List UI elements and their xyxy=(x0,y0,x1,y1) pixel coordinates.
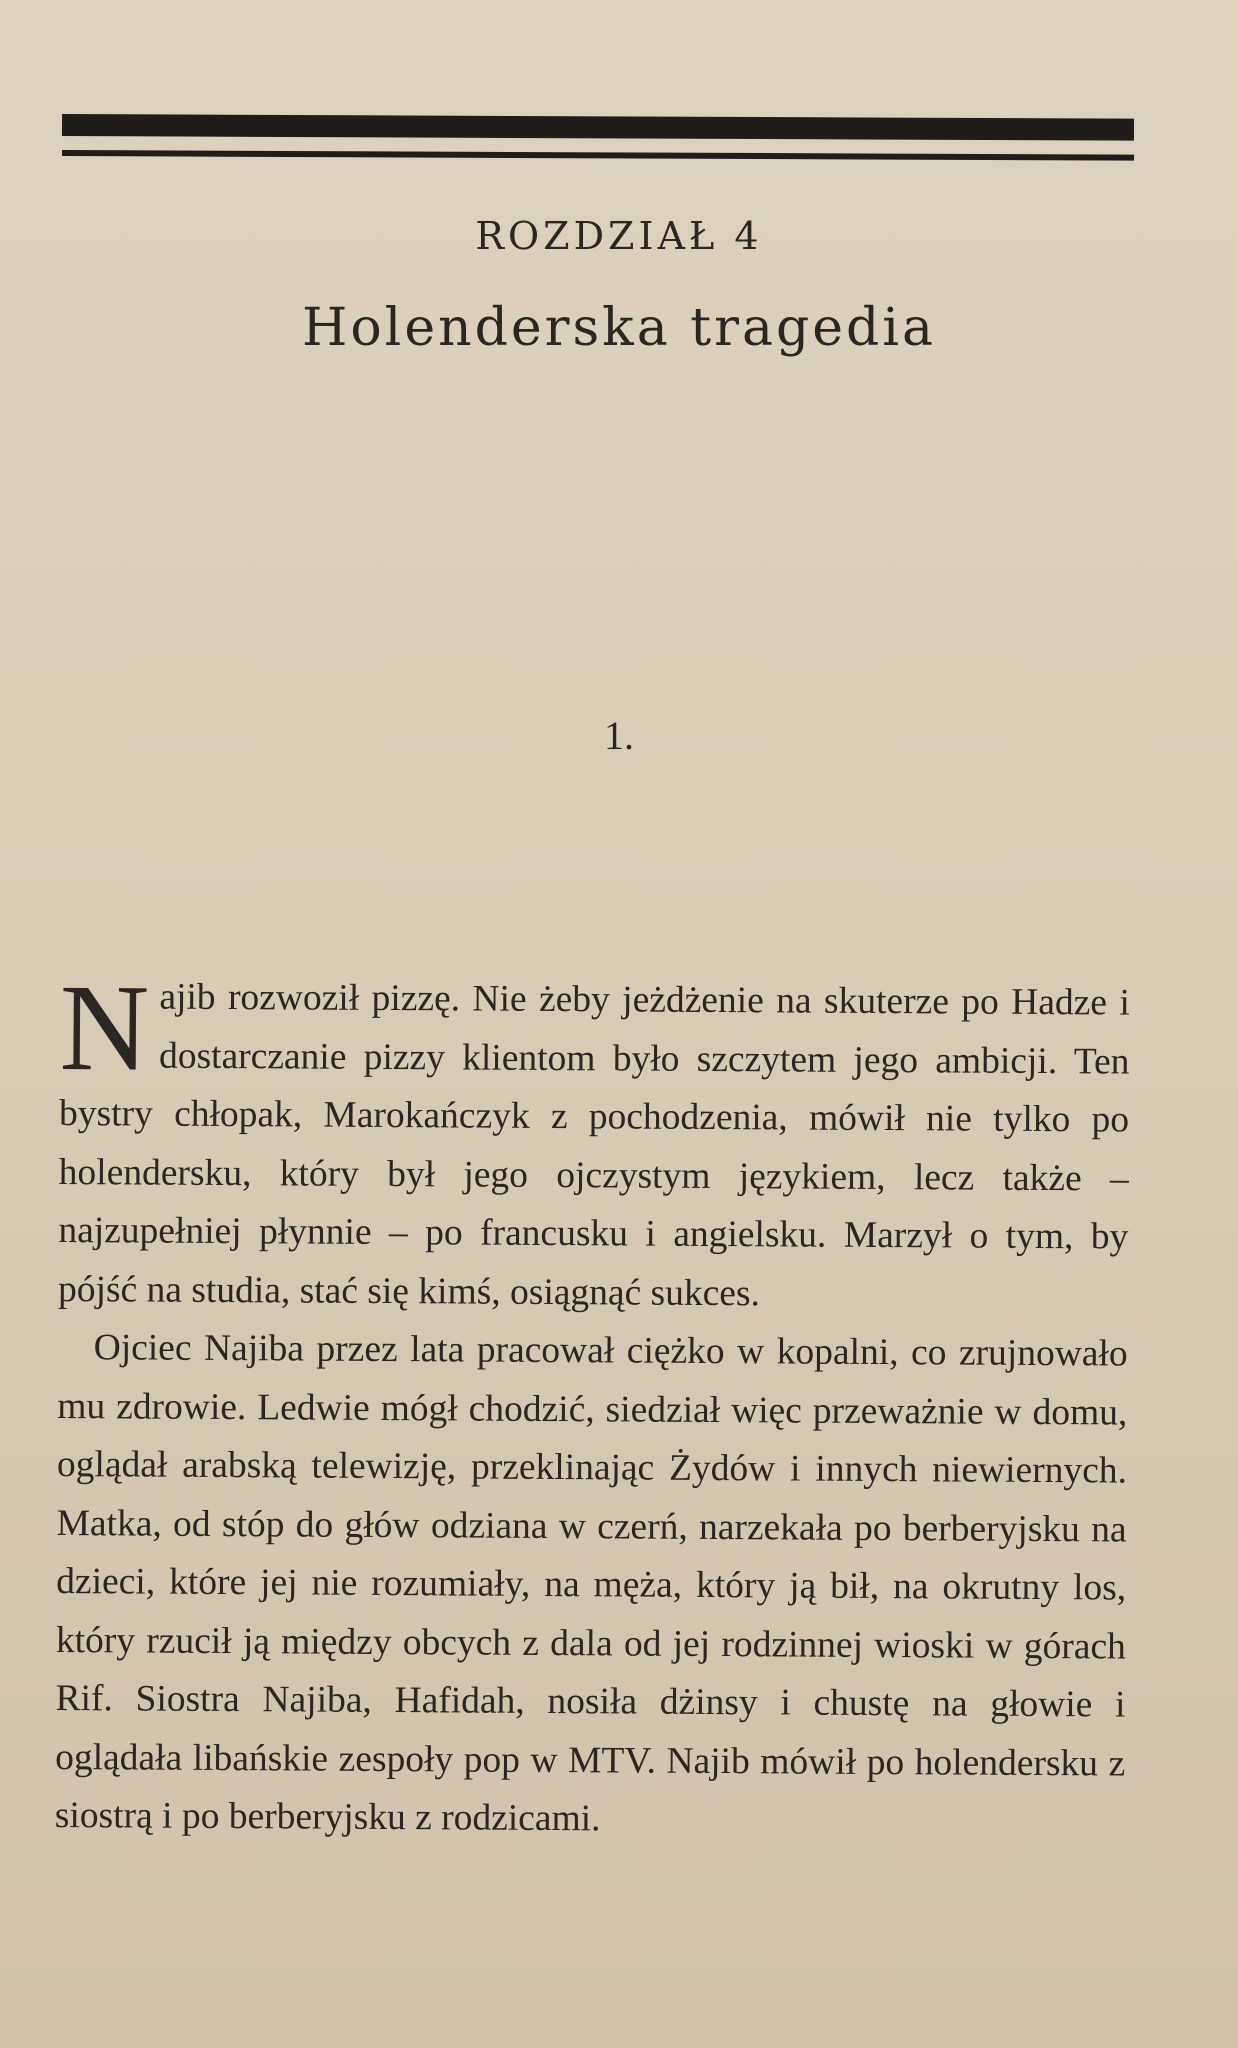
paragraph-1 xyxy=(57,959,1130,1326)
section-number: 1. xyxy=(604,713,634,758)
paragraph-1-text: ajib rozwoził pizzę. Nie żeby jeżdżenie na skuterze po Hadze i dostarczanie pizzy klientom było szczytem jego ambicji. Ten bystry chłopak, Marokańczyk z pochodzenia, mówił nie tylko po holendersku, który był jego ojczystym językiem, lecz także – najzupełniej płynnie – po francusku i angielsku. Marzył o tym, by pójść na studia, stać się kimś, osiągnąć sukces. xyxy=(57,976,1130,1314)
decorative-thin-rule xyxy=(62,150,1134,161)
decorative-thick-rule xyxy=(62,114,1134,141)
drop-cap: N xyxy=(59,959,150,1097)
chapter-title: Holenderska tragedia xyxy=(302,298,936,358)
body-text xyxy=(54,959,1130,1852)
paragraph-2: Ojciec Najiba przez lata pracował ciężko w kopalni, co zrujnowało mu zdrowie. Ledwie mógł chodzić, siedział więc przeważnie w domu, oglądał arabską telewizję, przeklinając Żydów i innych niewiernych. Matka, od stóp do głów odziana w czerń, narzekała po berberyjsku na dzieci, które jej nie rozumiały, na męża, który ją bił, na okrutny los, który rzucił ją między obcych z dala od jej rodzinnej wioski w górach Rif. Siostra Najiba, Hafidah, nosiła dżinsy i chustę na głowie i oglądała libańskie zespoły pop w MTV. Najib mówił po holendersku z siostrą i po berberyjsku z rodzicami. xyxy=(54,1327,1128,1840)
chapter-label: ROZDZIAŁ 4 xyxy=(475,214,763,258)
